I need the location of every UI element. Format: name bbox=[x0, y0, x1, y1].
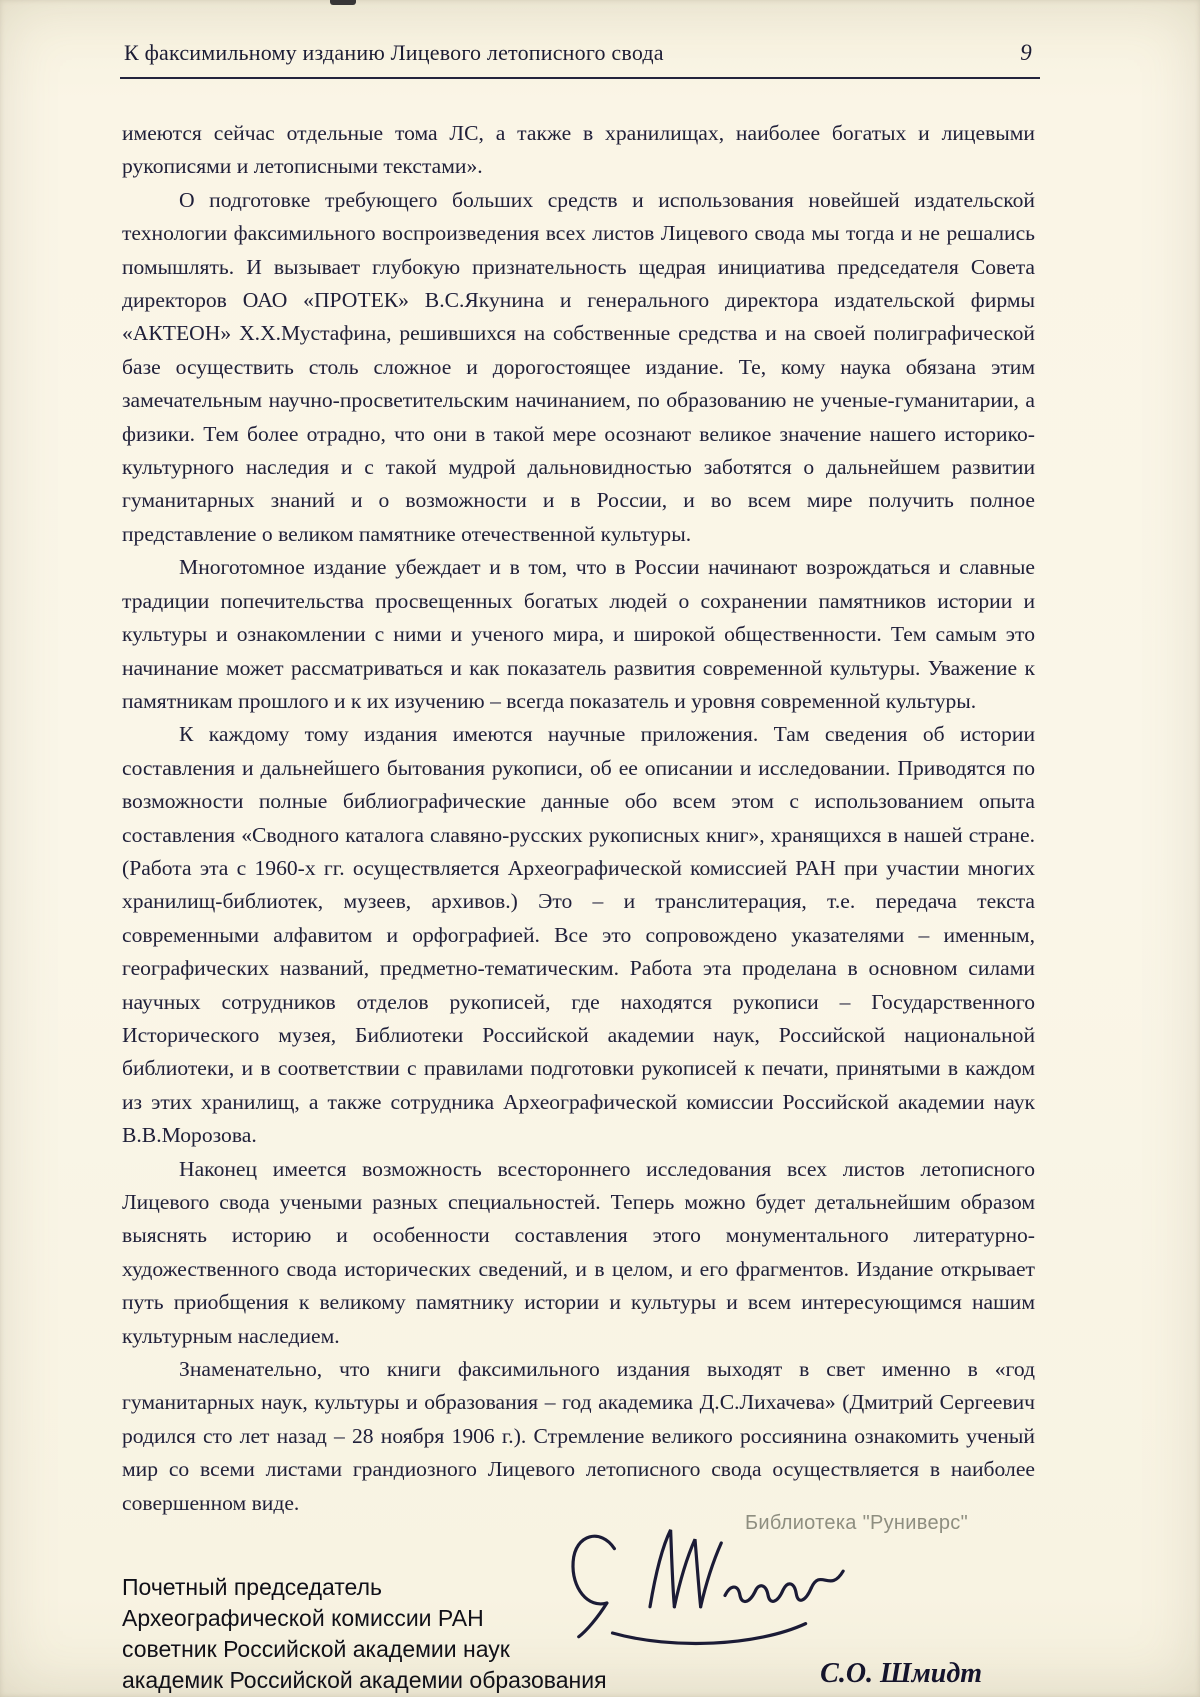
library-watermark: Библиотека "Руниверс" bbox=[744, 1512, 968, 1534]
signer-title-line: советник Российской академии наук bbox=[122, 1636, 510, 1663]
paragraph: К каждому тому издания имеются научные приложения. Там сведения об истории составления и дальнейшего бытования рукописи, об ее описании и исследовании. Приводятся по возможности полные библиографические данные обо всем этом с использованием опыта составления «Сводного каталога славяно-русских рукописных книг», хранящихся в нашей стране. (Работа эта с 1960-х гг. осуществляется Археографической комиссией РАН при участии многих хранилищ-библиотек, музеев, архивов.) Это – и транслитерация, т.е. передача текста современными алфавитом и орфографией. Все это сопровождено указателями – именным, географических названий, предметно-тематическим. Работа эта проделана в основном силами научных сотрудников отделов рукописей, где находятся рукописи – Государственного Исторического музея, Библиотеки Российской академии наук, Российской национальной библиотеки, и в соответствии с правилами подготовки рукописей к печати, принятыми в каждом из этих хранилищ, а также сотрудника Археографической комиссии Российской академии наук В.В.Морозова. bbox=[122, 722, 1035, 1148]
signer-title-line: Археографической комиссии РАН bbox=[122, 1605, 484, 1632]
scan-artifact bbox=[330, 0, 356, 5]
signer-title-line: академик Российской академии образования bbox=[122, 1667, 607, 1694]
signature-block bbox=[0, 1520, 1200, 1696]
paragraph: О подготовке требующего больших средств и использования новейшей издательской технологии факсимильного воспроизведения всех листов Лицевого свода мы тогда и не решались помышлять. И вызывает глубокую признательность щедрая инициатива председателя Совета директоров ОАО «ПРОТЕК» В.С.Якунина и генерального директора издательской фирмы «АКТЕОН» Х.Х.Мустафина, решившихся на собственные средства и на своей полиграфической базе осуществить столь сложное и дорогостоящее издание. Те, кому наука обязана этим замечательным научно-просветительским начинанием, по образованию не ученые-гуманитарии, а физики. Тем более отрадно, что они в такой мере осознают великое значение нашего историко-культурного наследия и с такой мудрой дальновидностью заботятся о дальнейшем развитии гуманитарных знаний и о возможности и в России, и во всем мире получить полное представление о великом памятнике отечественной культуры. bbox=[122, 187, 1035, 546]
signer-titles bbox=[122, 1572, 607, 1696]
paragraph: Многотомное издание убеждает и в том, что в России начинают возрождаться и славные традиции попечительства просвещенных богатых людей о сохранении памятников истории и культуры и ознакомлении с ними и ученого мира, и широкой общественности. Тем самым это начинание может рассматриваться и как показатель развития современной культуры. Уважение к памятникам прошлого и к их изучению – всегда показатель и уровня современной культуры. bbox=[122, 555, 1035, 713]
document-body bbox=[0, 79, 1200, 1520]
running-title: К факсимильному изданию Лицевого летописного свода bbox=[124, 40, 664, 65]
paragraph: Знаменательно, что книги факсимильного издания выходят в свет именно в «год гуманитарных наук, культуры и образования – год академика Д.С.Лихачева» (Дмитрий Сергеевич родился сто лет назад – 28 ноября 1906 г.). Стремление великого россиянина ознакомить ученый мир со всеми листами грандиозного Лицевого летописного свода осуществляется в наиболее совершенном виде. bbox=[122, 1357, 1035, 1515]
signer-name: С.О. Шмидт bbox=[820, 1658, 982, 1690]
paragraph: имеются сейчас отдельные тома ЛС, а также в хранилищах, наиболее богатых и лицевыми рукописями и летописными текстами». bbox=[122, 121, 1035, 179]
paragraph: Наконец имеется возможность всестороннего исследования всех листов летописного Лицевого свода учеными разных специальностей. Теперь можно будет детальнейшим образом выяснять историю и особенности составления этого монументального литературно-художественного свода исторических сведений, и в целом, и его фрагментов. Издание открывает путь приобщения к великому памятнику истории и культуры и всем интересующимся нашим культурным наследием. bbox=[122, 1156, 1035, 1348]
signer-title-line: Почетный председатель bbox=[122, 1574, 382, 1601]
page-number: 9 bbox=[1020, 40, 1032, 65]
page-header bbox=[0, 0, 1200, 66]
